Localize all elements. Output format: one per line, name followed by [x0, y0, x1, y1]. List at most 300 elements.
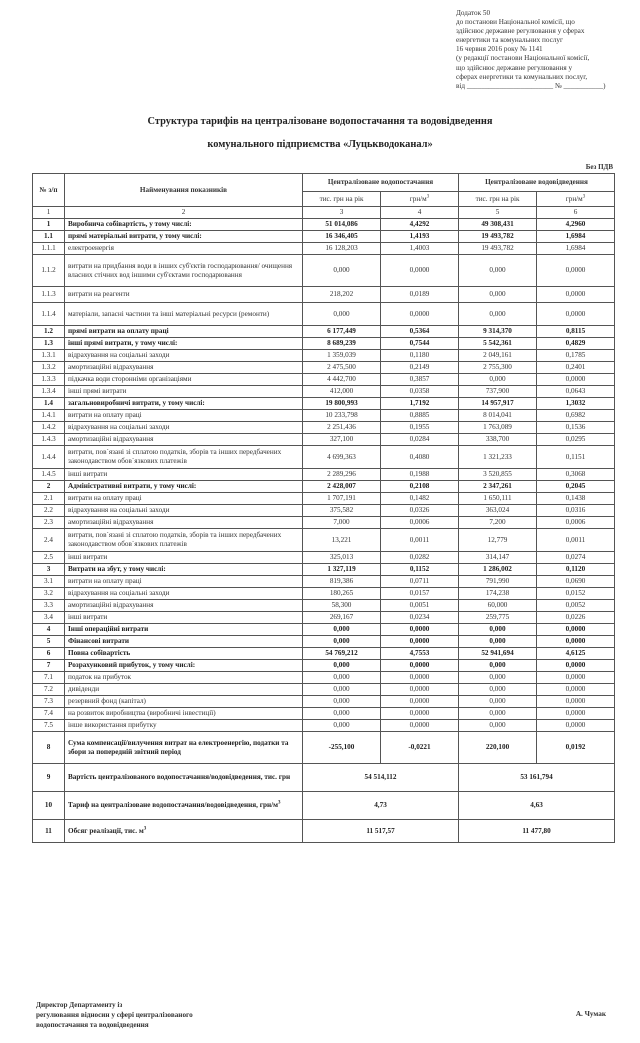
- row-name: амортизаційні відрахування: [65, 434, 303, 446]
- ws-m3-value: 0,0326: [381, 505, 459, 517]
- signatory-line: водопостачання та водовідведення: [36, 1021, 149, 1029]
- ws-m3-value: 0,0000: [381, 708, 459, 720]
- wd-year-value: 19 493,782: [459, 231, 537, 243]
- ws-year-value: 0,000: [303, 636, 381, 648]
- row-number: 6: [33, 648, 65, 660]
- ws-year-value: 1 327,119: [303, 564, 381, 576]
- table-row: [33, 231, 615, 243]
- wd-year-value: 363,024: [459, 505, 537, 517]
- wd-year-value: 1 321,233: [459, 446, 537, 469]
- ws-m3-value: 0,0000: [381, 672, 459, 684]
- column-number: 4: [381, 207, 459, 219]
- row-name-text: Тариф на централізоване водопостачання/водовідведення, грн/м: [68, 801, 279, 809]
- unit-label: грн/м: [409, 194, 427, 203]
- row-name: [65, 764, 303, 792]
- wd-year-value: 0,000: [459, 636, 537, 648]
- ws-m3-value: 0,1180: [381, 350, 459, 362]
- row-number: 1.4.3: [33, 434, 65, 446]
- wd-m3-value: 0,3068: [537, 469, 615, 481]
- row-name: Інші операційні витрати: [65, 624, 303, 636]
- ws-year-value: 218,202: [303, 287, 381, 303]
- table-body: [33, 219, 615, 764]
- signatory-line: Директор Департаменту із: [36, 1001, 123, 1009]
- row-number: 1.1.2: [33, 255, 65, 287]
- column-number: 1: [33, 207, 65, 219]
- ws-year-value: 13,221: [303, 529, 381, 552]
- wd-year-value: 0,000: [459, 287, 537, 303]
- annex-line: здійснює державне регулювання у сферах: [456, 27, 585, 36]
- wd-year-value: 3 520,855: [459, 469, 537, 481]
- wd-year-value: 259,775: [459, 612, 537, 624]
- column-number: 3: [303, 207, 381, 219]
- header-wd-unit-year: тис. грн на рік: [459, 192, 537, 207]
- row-number: 3.1: [33, 576, 65, 588]
- wd-m3-value: 0,0000: [537, 636, 615, 648]
- wd-m3-value: 0,0274: [537, 552, 615, 564]
- row-number: 2.1: [33, 493, 65, 505]
- ws-year-value: 6 177,449: [303, 326, 381, 338]
- ws-year-value: 1 707,191: [303, 493, 381, 505]
- row-name: прямі витрати на оплату праці: [65, 326, 303, 338]
- ws-year-value: 412,000: [303, 386, 381, 398]
- signatory-position: [36, 1000, 193, 1030]
- row-number: 7.4: [33, 708, 65, 720]
- wd-m3-value: 0,4829: [537, 338, 615, 350]
- ws-year-value: 8 689,239: [303, 338, 381, 350]
- wd-m3-value: 0,0011: [537, 529, 615, 552]
- row-name: Фінансові витрати: [65, 636, 303, 648]
- ws-year-value: 180,265: [303, 588, 381, 600]
- ws-year-value: 19 800,993: [303, 398, 381, 410]
- document-subtitle: комунального підприємства «Луцькводоканал»: [207, 139, 433, 150]
- annex-note: [456, 9, 636, 91]
- wd-m3-value: 0,0052: [537, 600, 615, 612]
- wd-year-value: 0,000: [459, 720, 537, 732]
- header-ws-unit-m3: [381, 192, 459, 207]
- row-name: інше використання прибутку: [65, 720, 303, 732]
- table-row: [33, 588, 615, 600]
- ws-year-value: 16 128,203: [303, 243, 381, 255]
- table-row: [33, 600, 615, 612]
- summary-body: [33, 764, 615, 843]
- ws-m3-value: 0,0051: [381, 600, 459, 612]
- annex-line: 16 червня 2016 року № 1141: [456, 45, 543, 54]
- row-number: 4: [33, 624, 65, 636]
- row-name: Витрати на збут, у тому числі:: [65, 564, 303, 576]
- wd-m3-value: 0,0000: [537, 708, 615, 720]
- wd-year-value: 60,000: [459, 600, 537, 612]
- wd-year-value: 2 755,300: [459, 362, 537, 374]
- wd-year-value: 791,990: [459, 576, 537, 588]
- row-number: 9: [33, 764, 65, 792]
- table-row: [33, 422, 615, 434]
- row-name: витрати на реагенти: [65, 287, 303, 303]
- wd-year-value: 49 308,431: [459, 219, 537, 231]
- wd-year-value: 0,000: [459, 660, 537, 672]
- wd-m3-value: 0,0295: [537, 434, 615, 446]
- wd-m3-value: 0,2401: [537, 362, 615, 374]
- wd-year-value: 338,700: [459, 434, 537, 446]
- wd-year-value: 5 542,361: [459, 338, 537, 350]
- ws-m3-value: 0,0000: [381, 720, 459, 732]
- wd-year-value: 0,000: [459, 624, 537, 636]
- wd-year-value: 7,200: [459, 517, 537, 529]
- ws-year-value: 1 359,039: [303, 350, 381, 362]
- row-number: 8: [33, 732, 65, 764]
- ws-year-value: 0,000: [303, 672, 381, 684]
- ws-summary-value: 54 514,112: [303, 764, 459, 792]
- superscript: 3: [143, 826, 147, 832]
- annex-line: до постанови Національної комісії, що: [456, 18, 575, 27]
- wd-year-value: 14 957,917: [459, 398, 537, 410]
- wd-m3-value: 0,0006: [537, 517, 615, 529]
- table-row: [33, 696, 615, 708]
- ws-year-value: 54 769,212: [303, 648, 381, 660]
- wd-m3-value: 0,0000: [537, 660, 615, 672]
- wd-m3-value: 0,0000: [537, 672, 615, 684]
- wd-summary-value: 53 161,794: [459, 764, 615, 792]
- wd-year-value: 0,000: [459, 684, 537, 696]
- table-row: [33, 684, 615, 696]
- summary-row: [33, 820, 615, 843]
- ws-m3-value: 0,0189: [381, 287, 459, 303]
- wd-year-value: 2 347,261: [459, 481, 537, 493]
- annex-line: Додаток 50: [456, 9, 491, 17]
- row-number: 1.4: [33, 398, 65, 410]
- row-number: 1: [33, 219, 65, 231]
- ws-m3-value: 0,0282: [381, 552, 459, 564]
- ws-m3-value: 0,0284: [381, 434, 459, 446]
- ws-m3-value: 0,2108: [381, 481, 459, 493]
- table-row: [33, 732, 615, 764]
- row-name: [65, 792, 303, 820]
- row-name: інші прямі витрати: [65, 386, 303, 398]
- ws-m3-value: 0,0000: [381, 660, 459, 672]
- row-number: 1.3.1: [33, 350, 65, 362]
- row-number: 2.2: [33, 505, 65, 517]
- row-number: 3.4: [33, 612, 65, 624]
- row-name: витрати, пов`язані зі сплатою податків, зборів та інших передбачених законодавством обов`язкових платежів: [65, 446, 303, 469]
- row-number: 1.1.3: [33, 287, 65, 303]
- row-number: 1.2: [33, 326, 65, 338]
- row-number: 7: [33, 660, 65, 672]
- row-name: податок на прибуток: [65, 672, 303, 684]
- ws-summary-value: 4,73: [303, 792, 459, 820]
- row-name: Адміністративні витрати, у тому числі:: [65, 481, 303, 493]
- wd-m3-value: 0,1438: [537, 493, 615, 505]
- table-row: [33, 446, 615, 469]
- table-row: [33, 410, 615, 422]
- ws-m3-value: 0,1955: [381, 422, 459, 434]
- document-title: Структура тарифів на централізоване водопостачання та водовідведення: [147, 116, 493, 127]
- ws-m3-value: 0,7544: [381, 338, 459, 350]
- ws-m3-value: 0,4080: [381, 446, 459, 469]
- wd-m3-value: 0,0316: [537, 505, 615, 517]
- table-row: [33, 219, 615, 231]
- row-name: інші витрати: [65, 612, 303, 624]
- ws-year-value: 2 475,500: [303, 362, 381, 374]
- wd-m3-value: 0,0000: [537, 303, 615, 326]
- wd-year-value: 0,000: [459, 696, 537, 708]
- wd-year-value: 0,000: [459, 672, 537, 684]
- ws-m3-value: 0,1152: [381, 564, 459, 576]
- wd-m3-value: 0,0643: [537, 386, 615, 398]
- table-row: [33, 350, 615, 362]
- row-number: 7.2: [33, 684, 65, 696]
- wd-m3-value: 0,1536: [537, 422, 615, 434]
- table-row: [33, 636, 615, 648]
- ws-m3-value: 1,7192: [381, 398, 459, 410]
- row-name: на розвиток виробництва (виробничі інвестиції): [65, 708, 303, 720]
- wd-year-value: 1 650,111: [459, 493, 537, 505]
- ws-m3-value: 4,7553: [381, 648, 459, 660]
- ws-m3-value: 0,0711: [381, 576, 459, 588]
- row-name: Виробнича собівартість, у тому числі:: [65, 219, 303, 231]
- wd-m3-value: 0,1785: [537, 350, 615, 362]
- row-number: 1.3.3: [33, 374, 65, 386]
- ws-m3-value: 4,4292: [381, 219, 459, 231]
- ws-m3-value: 0,0011: [381, 529, 459, 552]
- table-row: [33, 398, 615, 410]
- table-row: [33, 660, 615, 672]
- ws-year-value: 0,000: [303, 696, 381, 708]
- wd-year-value: 0,000: [459, 708, 537, 720]
- row-name: витрати на оплату праці: [65, 410, 303, 422]
- wd-m3-value: 0,0000: [537, 684, 615, 696]
- tariff-structure-table: [32, 173, 615, 843]
- wd-year-value: 0,000: [459, 255, 537, 287]
- table-row: [33, 612, 615, 624]
- table-row: [33, 386, 615, 398]
- row-name: [65, 820, 303, 843]
- table-row: [33, 672, 615, 684]
- row-number: 3.2: [33, 588, 65, 600]
- wd-summary-value: 4,63: [459, 792, 615, 820]
- row-number: 3.3: [33, 600, 65, 612]
- row-name: прямі матеріальні витрати, у тому числі:: [65, 231, 303, 243]
- row-number: 1.1: [33, 231, 65, 243]
- ws-m3-value: 0,0358: [381, 386, 459, 398]
- row-number: 1.4.2: [33, 422, 65, 434]
- row-name: Сума компенсації/вилучення витрат на електроенергію, податки та збори за попередній звітний період: [65, 732, 303, 764]
- row-name: витрати на оплату праці: [65, 576, 303, 588]
- ws-m3-value: 0,0234: [381, 612, 459, 624]
- ws-year-value: 0,000: [303, 660, 381, 672]
- header-name: Найменування показників: [65, 174, 303, 207]
- header-wd-unit-m3: [537, 192, 615, 207]
- table-row: [33, 287, 615, 303]
- wd-m3-value: 4,6125: [537, 648, 615, 660]
- table-row: [33, 493, 615, 505]
- signatory-line: регулювання відносин у сфері централізованого: [36, 1011, 193, 1019]
- ws-year-value: 58,300: [303, 600, 381, 612]
- ws-year-value: 2 428,007: [303, 481, 381, 493]
- ws-m3-value: 0,3857: [381, 374, 459, 386]
- superscript: 3: [426, 194, 430, 200]
- row-number: 2.4: [33, 529, 65, 552]
- ws-m3-value: 0,0000: [381, 684, 459, 696]
- ws-year-value: 269,167: [303, 612, 381, 624]
- wd-m3-value: 0,0152: [537, 588, 615, 600]
- ws-year-value: 375,582: [303, 505, 381, 517]
- row-number: 1.3: [33, 338, 65, 350]
- table-row: [33, 255, 615, 287]
- row-name: відрахування на соціальні заходи: [65, 505, 303, 517]
- ws-year-value: 2 289,296: [303, 469, 381, 481]
- wd-m3-value: 0,0000: [537, 696, 615, 708]
- row-number: 2.5: [33, 552, 65, 564]
- row-name: витрати на оплату праці: [65, 493, 303, 505]
- row-number: 3: [33, 564, 65, 576]
- wd-year-value: 1 286,002: [459, 564, 537, 576]
- row-name: амортизаційні відрахування: [65, 600, 303, 612]
- ws-m3-value: 0,0157: [381, 588, 459, 600]
- ws-year-value: 819,386: [303, 576, 381, 588]
- row-number: 1.4.4: [33, 446, 65, 469]
- column-number: 6: [537, 207, 615, 219]
- wd-year-value: 2 049,161: [459, 350, 537, 362]
- wd-summary-value: 11 477,80: [459, 820, 615, 843]
- ws-year-value: -255,100: [303, 732, 381, 764]
- ws-year-value: 0,000: [303, 624, 381, 636]
- wd-m3-value: 0,0000: [537, 624, 615, 636]
- wd-m3-value: 0,1120: [537, 564, 615, 576]
- wd-year-value: 19 493,782: [459, 243, 537, 255]
- wd-year-value: 8 014,041: [459, 410, 537, 422]
- ws-year-value: 10 233,798: [303, 410, 381, 422]
- ws-year-value: 51 014,086: [303, 219, 381, 231]
- header-number: № з/п: [33, 174, 65, 207]
- wd-m3-value: 0,0000: [537, 287, 615, 303]
- superscript: 3: [582, 194, 586, 200]
- ws-m3-value: 0,8885: [381, 410, 459, 422]
- unit-label: грн/м: [565, 194, 583, 203]
- wd-year-value: 174,238: [459, 588, 537, 600]
- ws-year-value: 0,000: [303, 708, 381, 720]
- ws-year-value: 0,000: [303, 684, 381, 696]
- row-name: підкачка води сторонніми організаціями: [65, 374, 303, 386]
- row-number: 7.3: [33, 696, 65, 708]
- ws-year-value: 7,000: [303, 517, 381, 529]
- table-row: [33, 434, 615, 446]
- row-name: матеріали, запасні частини та інші матеріальні ресурси (ремонти): [65, 303, 303, 326]
- row-name: витрати на придбання води в інших суб'єктів господарювання/ очищення власних стічних вод іншими суб'єктами господарювання: [65, 255, 303, 287]
- ws-m3-value: 0,0000: [381, 696, 459, 708]
- column-number: 5: [459, 207, 537, 219]
- wd-m3-value: 0,1151: [537, 446, 615, 469]
- summary-row: [33, 764, 615, 792]
- wd-m3-value: 1,6984: [537, 231, 615, 243]
- row-name: загальновиробничі витрати, у тому числі:: [65, 398, 303, 410]
- wd-year-value: 52 941,694: [459, 648, 537, 660]
- row-number: 1.3.4: [33, 386, 65, 398]
- row-name: відрахування на соціальні заходи: [65, 588, 303, 600]
- row-number: 5: [33, 636, 65, 648]
- ws-year-value: 4 442,700: [303, 374, 381, 386]
- row-name: витрати, пов`язані зі сплатою податків, зборів та інших передбачених законодавством обов`язкових платежів: [65, 529, 303, 552]
- table-row: [33, 648, 615, 660]
- header-water-supply: Централізоване водопостачання: [303, 174, 459, 192]
- wd-m3-value: 1,3032: [537, 398, 615, 410]
- ws-m3-value: 0,0000: [381, 636, 459, 648]
- wd-m3-value: 4,2960: [537, 219, 615, 231]
- ws-m3-value: 0,1482: [381, 493, 459, 505]
- wd-m3-value: 0,0000: [537, 255, 615, 287]
- ws-m3-value: 0,0000: [381, 255, 459, 287]
- table-row: [33, 481, 615, 493]
- row-name: інші прямі витрати, у тому числі:: [65, 338, 303, 350]
- ws-m3-value: 0,0006: [381, 517, 459, 529]
- ws-year-value: 0,000: [303, 303, 381, 326]
- row-number: 11: [33, 820, 65, 843]
- ws-year-value: 0,000: [303, 720, 381, 732]
- row-number: 2.3: [33, 517, 65, 529]
- row-name-text: Вартість централізованого водопостачання/водовідведення, тис. грн: [68, 773, 291, 781]
- row-name: відрахування на соціальні заходи: [65, 422, 303, 434]
- ws-year-value: 0,000: [303, 255, 381, 287]
- wd-m3-value: 0,0000: [537, 720, 615, 732]
- ws-m3-value: 0,5364: [381, 326, 459, 338]
- wd-year-value: 12,779: [459, 529, 537, 552]
- row-name: амортизаційні відрахування: [65, 517, 303, 529]
- ws-m3-value: 1,4003: [381, 243, 459, 255]
- ws-year-value: 325,013: [303, 552, 381, 564]
- row-name: дивіденди: [65, 684, 303, 696]
- row-number: 1.4.5: [33, 469, 65, 481]
- wd-m3-value: 0,0226: [537, 612, 615, 624]
- header-ws-unit-year: тис. грн на рік: [303, 192, 381, 207]
- row-number: 1.4.1: [33, 410, 65, 422]
- row-name: амортизаційні відрахування: [65, 362, 303, 374]
- table-row: [33, 624, 615, 636]
- table-row: [33, 326, 615, 338]
- ws-year-value: 327,100: [303, 434, 381, 446]
- wd-m3-value: 1,6984: [537, 243, 615, 255]
- wd-year-value: 737,900: [459, 386, 537, 398]
- table-row: [33, 517, 615, 529]
- table-row: [33, 576, 615, 588]
- table-row: [33, 374, 615, 386]
- row-number: 1.1.4: [33, 303, 65, 326]
- wd-year-value: 314,147: [459, 552, 537, 564]
- ws-m3-value: 0,2149: [381, 362, 459, 374]
- row-number: 10: [33, 792, 65, 820]
- column-number: 2: [65, 207, 303, 219]
- row-name: Повна собівартість: [65, 648, 303, 660]
- table-row: [33, 505, 615, 517]
- row-number: 7.1: [33, 672, 65, 684]
- row-name: електроенергія: [65, 243, 303, 255]
- ws-m3-value: 1,4193: [381, 231, 459, 243]
- ws-m3-value: 0,0000: [381, 624, 459, 636]
- row-name: інші витрати: [65, 552, 303, 564]
- wd-m3-value: 0,8115: [537, 326, 615, 338]
- table-row: [33, 552, 615, 564]
- superscript: 3: [278, 800, 281, 806]
- row-name: Розрахунковий прибуток, у тому числі:: [65, 660, 303, 672]
- table-row: [33, 362, 615, 374]
- vat-note: Без ПДВ: [585, 163, 613, 171]
- wd-m3-value: 0,6982: [537, 410, 615, 422]
- annex-line: (у редакції постанови Національної комісії,: [456, 54, 590, 63]
- row-name: резервний фонд (капітал): [65, 696, 303, 708]
- row-number: 2: [33, 481, 65, 493]
- wd-year-value: 9 314,370: [459, 326, 537, 338]
- ws-year-value: 16 346,405: [303, 231, 381, 243]
- annex-line: сферах енергетики та комунальних послуг,: [456, 72, 588, 81]
- wd-year-value: 0,000: [459, 303, 537, 326]
- ws-m3-value: 0,0000: [381, 303, 459, 326]
